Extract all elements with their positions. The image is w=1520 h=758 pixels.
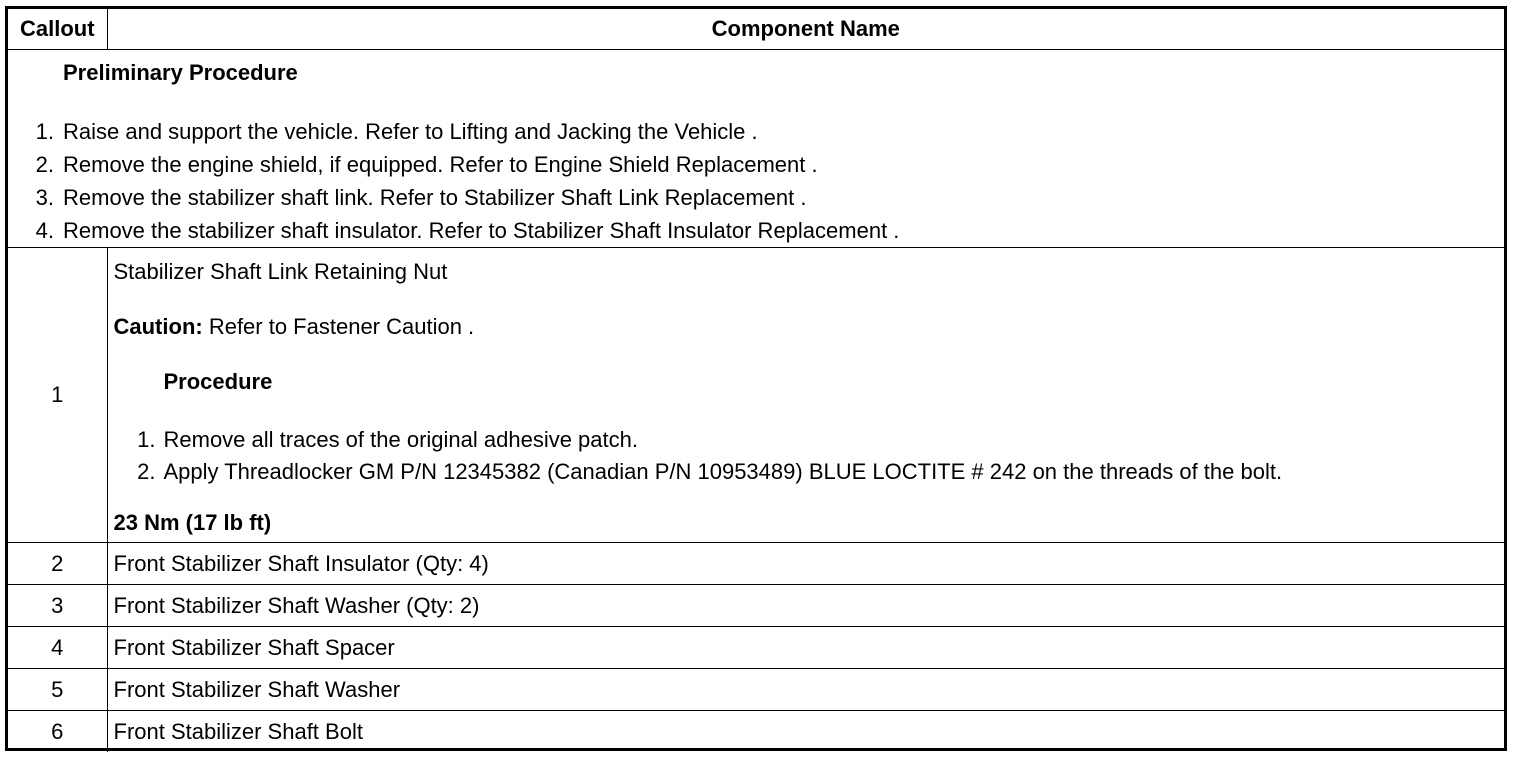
torque-spec: 23 Nm (17 lb ft)	[113, 510, 272, 535]
callout-cell: 1	[8, 248, 107, 543]
step-text: Apply Threadlocker GM P/N 12345382 (Canadian P/N 10953489) BLUE LOCTITE # 242 on the threads of the bolt.	[163, 459, 1283, 484]
step-text: Remove the engine shield, if equipped. Refer to Engine Shield Replacement .	[63, 152, 818, 177]
callout-header: Callout	[8, 9, 107, 50]
component-name-cell: Front Stabilizer Shaft Spacer	[107, 627, 1504, 669]
step-number: 3.	[35, 185, 54, 210]
component-detail-cell	[107, 248, 1504, 543]
component-name-header: Component Name	[107, 9, 1504, 50]
callout-cell: 4	[8, 627, 107, 669]
callout-cell: 3	[8, 585, 107, 627]
step-number: 1.	[137, 427, 156, 452]
parts-table-frame	[5, 6, 1507, 751]
step-number: 2.	[137, 459, 156, 484]
preliminary-step	[8, 181, 1504, 214]
step-text: Remove the stabilizer shaft link. Refer to Stabilizer Shaft Link Replacement .	[63, 185, 807, 210]
preliminary-row	[8, 50, 1504, 248]
component-name-cell: Front Stabilizer Shaft Bolt	[107, 711, 1504, 753]
step-number: 4.	[35, 218, 54, 243]
table-row	[8, 669, 1504, 711]
caution-note	[114, 314, 1505, 340]
procedure-step	[114, 424, 1505, 456]
procedure-title: Procedure	[163, 369, 273, 394]
step-text: Remove all traces of the original adhesive patch.	[163, 427, 638, 452]
table-row	[8, 543, 1504, 585]
preliminary-step	[8, 214, 1504, 247]
callout-cell: 2	[8, 543, 107, 585]
preliminary-procedure-title: Preliminary Procedure	[63, 60, 298, 85]
step-number: 1.	[35, 119, 54, 144]
procedure-step	[114, 456, 1505, 488]
callout-cell: 5	[8, 669, 107, 711]
caution-text: Refer to Fastener Caution .	[202, 314, 475, 339]
step-number: 2.	[35, 152, 54, 177]
table-row	[8, 585, 1504, 627]
preliminary-step	[8, 148, 1504, 181]
preliminary-procedure-cell	[8, 50, 1504, 248]
callout-cell: 6	[8, 711, 107, 753]
component-name-cell: Front Stabilizer Shaft Washer	[107, 669, 1504, 711]
preliminary-steps-list	[8, 115, 1504, 247]
step-text: Remove the stabilizer shaft insulator. Refer to Stabilizer Shaft Insulator Replacement .	[63, 218, 900, 243]
component-name-cell: Front Stabilizer Shaft Washer (Qty: 2)	[107, 585, 1504, 627]
procedure-steps-list	[114, 424, 1505, 488]
caution-label: Caution:	[113, 314, 203, 339]
parts-table	[8, 9, 1504, 752]
step-text: Raise and support the vehicle. Refer to Lifting and Jacking the Vehicle .	[63, 119, 758, 144]
table-row	[8, 711, 1504, 753]
component-name-cell: Front Stabilizer Shaft Insulator (Qty: 4)	[107, 543, 1504, 585]
table-header-row	[8, 9, 1504, 50]
component-name: Stabilizer Shaft Link Retaining Nut	[113, 259, 448, 284]
table-row	[8, 627, 1504, 669]
table-row	[8, 248, 1504, 543]
preliminary-step	[8, 115, 1504, 148]
